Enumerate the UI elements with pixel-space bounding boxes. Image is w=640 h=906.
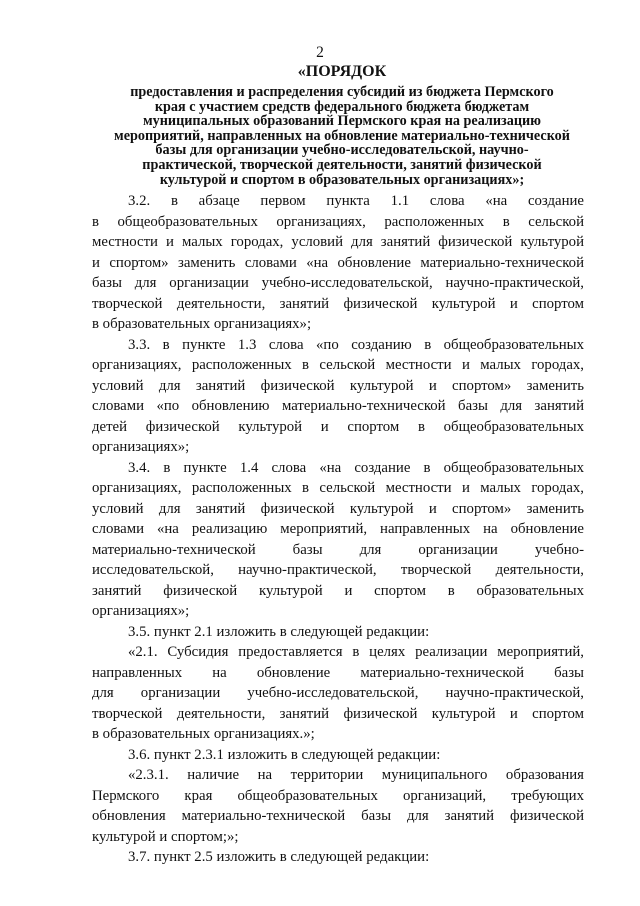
paragraph-line: и спортом» заменить словами «на обновление материально-технической [92,254,584,271]
paragraph-line: занятий физической культурой и спортом в образовательных [92,582,584,599]
paragraph-line: организациях»; [92,603,190,619]
paragraph [92,335,584,458]
paragraph [92,622,584,643]
title-line: муниципальных образований Пермского края на реализацию [142,113,542,130]
paragraph-line: 3.6. пункт 2.3.1 изложить в следующей редакции: [128,746,441,763]
paragraph-line: для организации учебно-исследовательской, научно-практической, [92,685,584,701]
paragraph-line: в образовательных организациях.»; [92,726,315,742]
paragraph [92,458,584,622]
paragraph-line: творческой деятельности, занятий физической культурой и спортом [92,705,584,722]
paragraph-line: обновления материально-технической базы для занятий физической [92,808,584,824]
paragraph [92,765,584,847]
paragraph-line: Пермского края общеобразовательных организаций, требующих [92,787,584,804]
paragraph-line: словами «по обновлению материально-технической базы для занятий [92,398,584,414]
title-line: края с участием средств федерального бюджета бюджетам [154,98,530,115]
paragraph-line: культурой и спортом;»; [92,828,239,845]
paragraph-line: организациях, расположенных в сельской местности и малых городах, [92,480,584,496]
paragraph-line: организациях»; [92,439,190,455]
paragraph-line: организациях, расположенных в сельской местности и малых городах, [92,357,584,373]
paragraph-line: условий для занятий физической культурой и спортом» заменить [92,377,584,394]
title-line: предоставления и распределения субсидий из бюджета Пермского [130,84,554,100]
title-line: практической, творческой деятельности, занятий физической [142,156,542,173]
paragraph-line: 3.4. в пункте 1.4 слова «на создание в общеобразовательных [128,459,584,476]
paragraph-line: 3.5. пункт 2.1 изложить в следующей редакции: [128,623,430,640]
paragraph [92,191,584,335]
paragraph-line: 3.7. пункт 2.5 изложить в следующей редакции: [128,849,430,865]
paragraph-line: словами «на реализацию мероприятий, направленных на обновление [92,521,584,537]
paragraph-line: в образовательных организациях»; [92,316,312,332]
title-line: культурой и спортом в образовательных организациях»; [159,171,525,188]
title-line: базы для организации учебно-исследовательской, научно- [155,142,529,159]
paragraph-line: исследовательской, научно-практической, творческой деятельности, [92,562,584,578]
paragraph-line: «2.3.1. наличие на территории муниципального образования [128,767,584,783]
paragraph [92,745,584,766]
paragraph-line: детей физической культурой и спортом в общеобразовательных [92,418,584,435]
document-body [92,191,584,868]
paragraph-line: базы для организации учебно-исследовательской, научно-практической, [92,275,584,291]
paragraph-line: «2.1. Субсидия предоставляется в целях реализации мероприятий, [128,644,584,660]
document-title-block [88,62,596,187]
paragraph [92,847,584,868]
paragraph-line: 3.2. в абзаце первом пункта 1.1 слова «на создание [128,193,584,209]
paragraph-line: творческой деятельности, занятий физической культурой и спортом [92,295,584,312]
title-line: мероприятий, направленных на обновление материально-технической [114,127,570,144]
document-title: «ПОРЯДОК [297,63,387,80]
page-number: 2 [316,44,324,61]
paragraph-line: в общеобразовательных организациях, расположенных в сельской [92,213,584,230]
paragraph [92,642,584,745]
paragraph-line: условий для занятий физической культурой и спортом» заменить [92,500,584,517]
paragraph-line: 3.3. в пункте 1.3 слова «по созданию в общеобразовательных [128,336,584,353]
paragraph-line: направленных на обновление материально-технической базы [92,664,584,681]
paragraph-line: местности и малых городах, условий для занятий физической культурой [92,234,584,250]
paragraph-line: материально-технической базы для организации учебно- [92,541,584,558]
